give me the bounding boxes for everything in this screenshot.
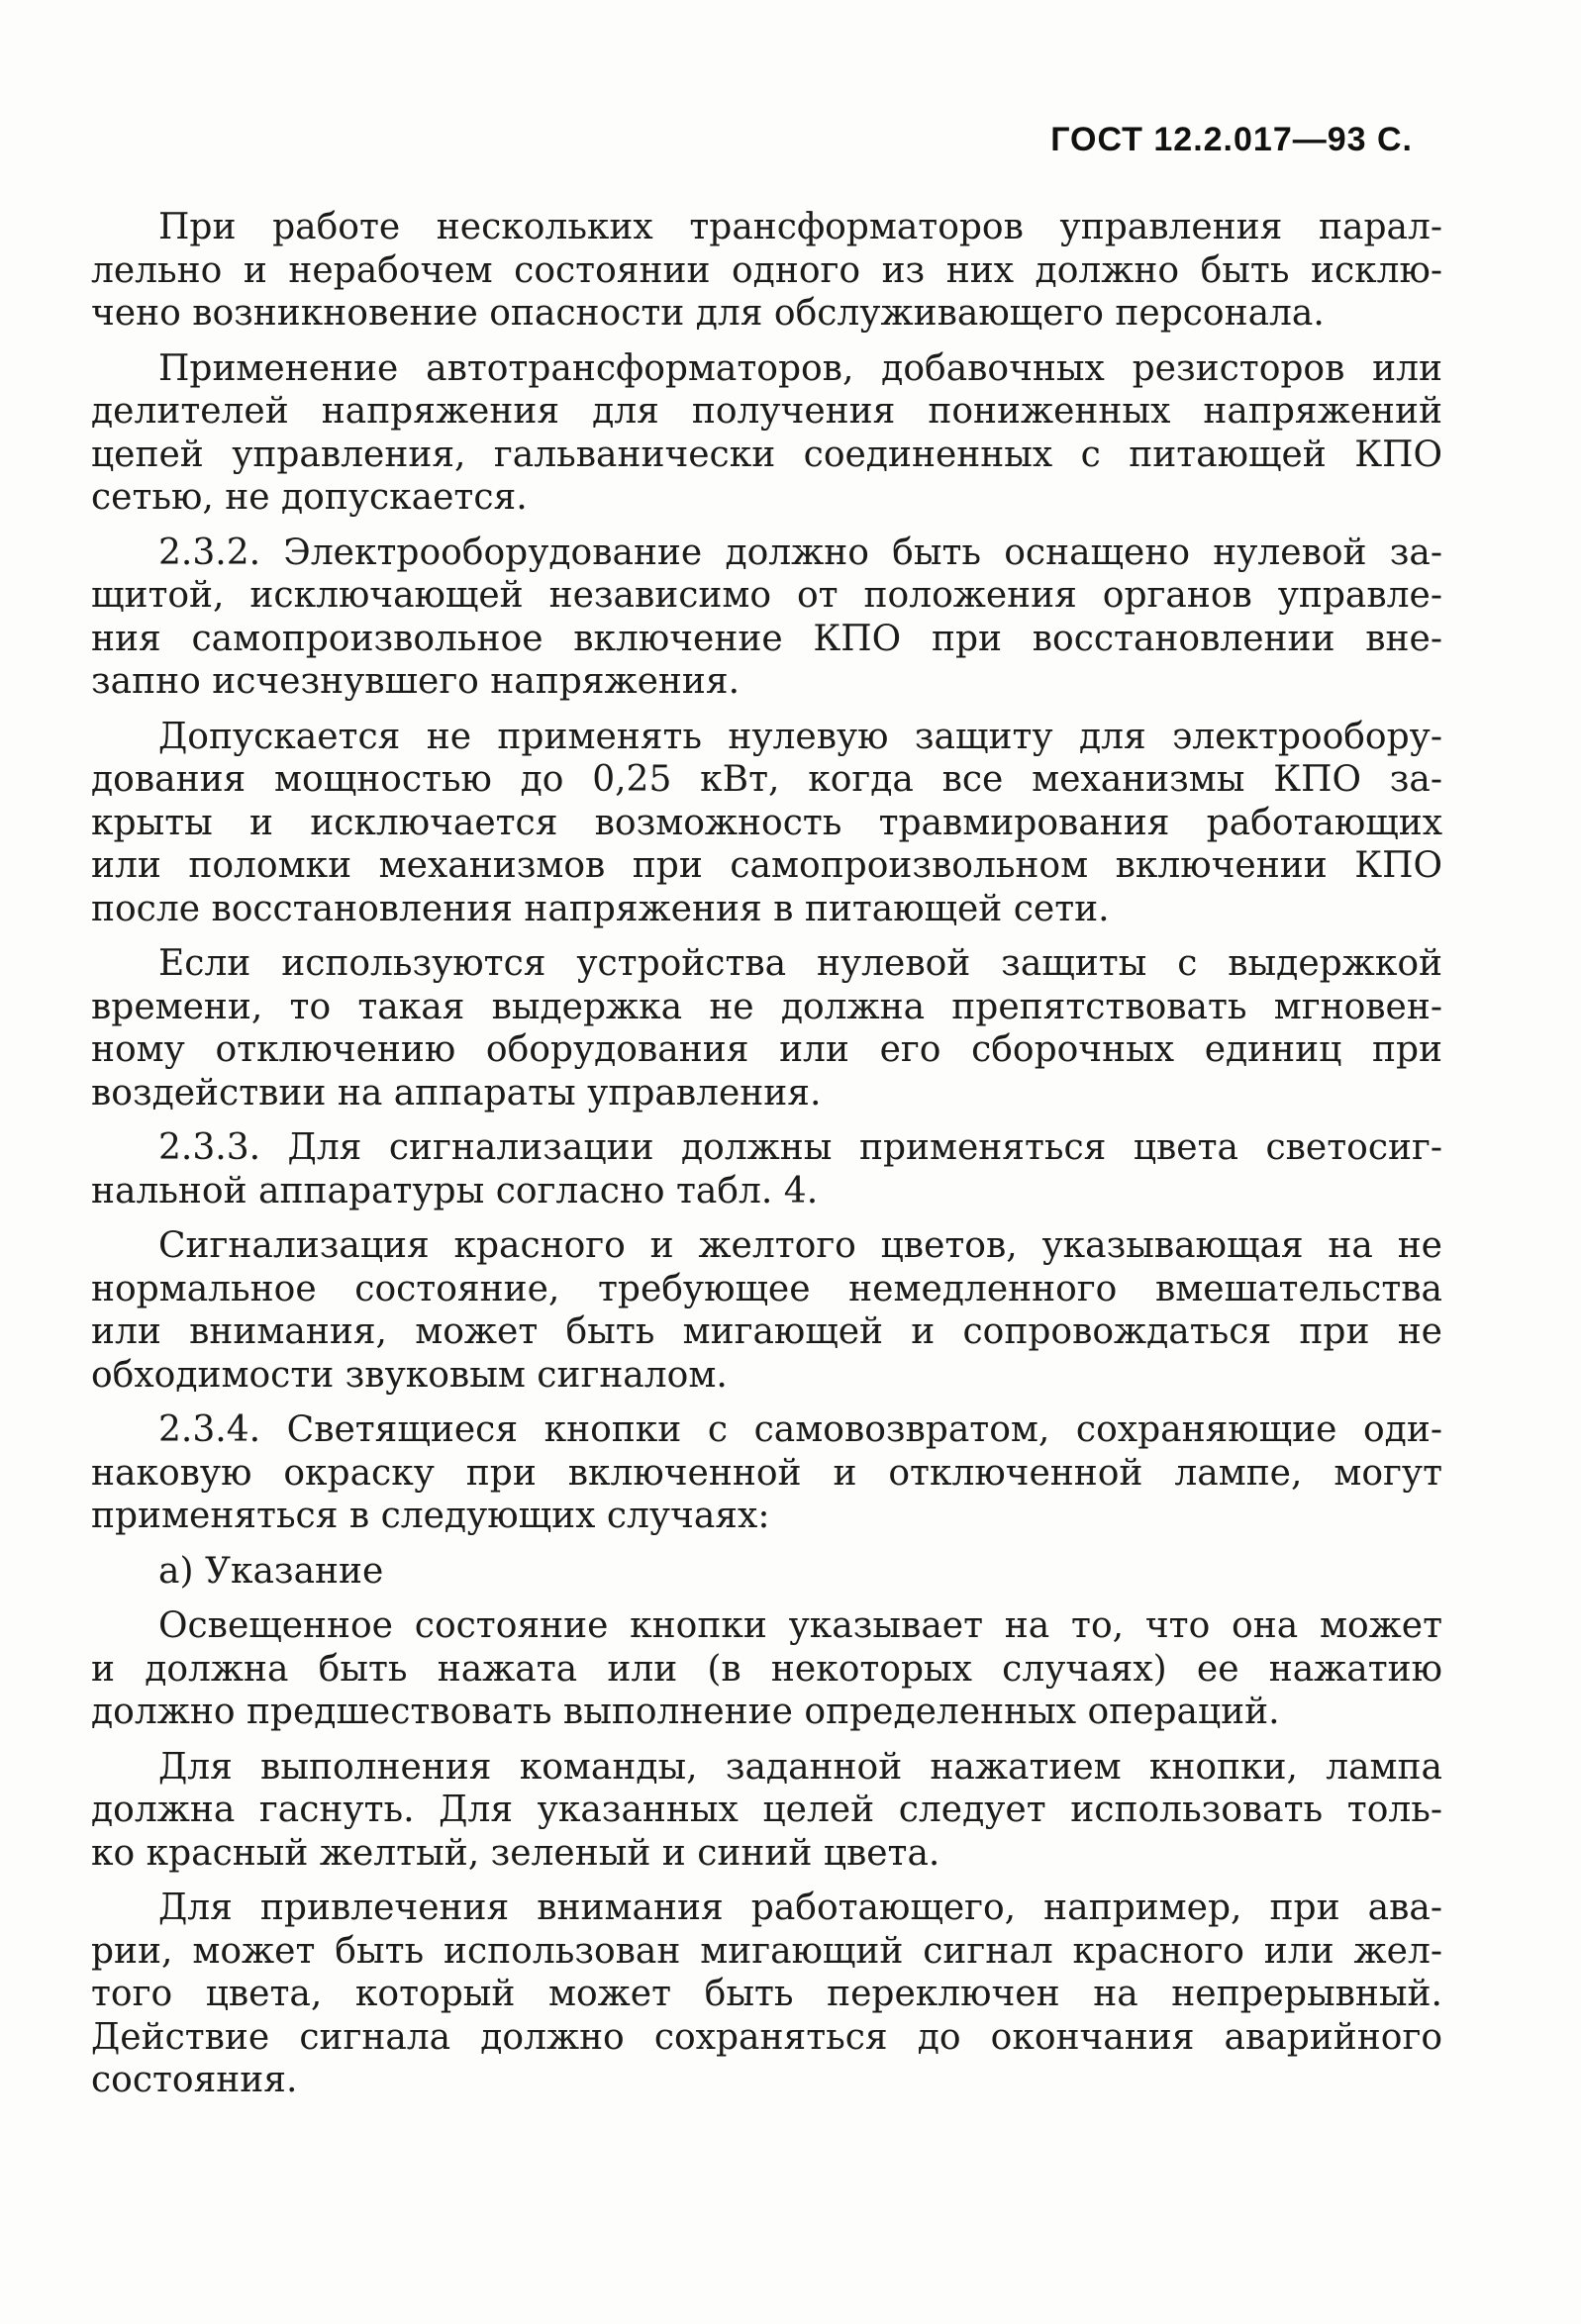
paragraph bbox=[91, 347, 1442, 520]
text-line: после восстановления напряжения в питающей сети. bbox=[91, 888, 1110, 929]
paragraph bbox=[91, 942, 1442, 1114]
text-line: При работе нескольких трансформаторов управления парал- bbox=[158, 207, 1442, 247]
text-line: нальной аппаратуры согласно табл. 4. bbox=[91, 1170, 819, 1211]
paragraph bbox=[91, 1746, 1442, 1876]
paragraph bbox=[91, 716, 1442, 931]
text-line: состояния. bbox=[91, 2060, 298, 2100]
text-line: сетью, не допускается. bbox=[91, 477, 528, 518]
body-text bbox=[91, 206, 1442, 2114]
text-line: рии, может быть использован мигающий сигнал красного или жел- bbox=[91, 1930, 1442, 1972]
text-line: щитой, исключающей независимо от положения органов управле- bbox=[91, 575, 1442, 616]
paragraph bbox=[91, 1887, 1442, 2102]
text-line: ко красный желтый, зеленый и синий цвета. bbox=[91, 1832, 940, 1874]
text-line: 2.3.4. Светящиеся кнопки с самовозвратом, сохраняющие оди- bbox=[158, 1409, 1442, 1450]
text-line: Сигнализация красного и желтого цветов, указывающая на не bbox=[158, 1225, 1442, 1266]
text-line: ному отключению оборудования или его сборочных единиц при bbox=[91, 1029, 1442, 1070]
text-line: а) Указание bbox=[158, 1550, 384, 1592]
text-line: должно предшествовать выполнение определенных операций. bbox=[91, 1692, 1280, 1732]
text-line: применяться в следующих случаях: bbox=[91, 1496, 770, 1536]
text-line: запно исчезнувшего напряжения. bbox=[91, 661, 741, 702]
document-reference: ГОСТ 12.2.017—93 С. bbox=[1050, 121, 1413, 158]
paragraph bbox=[91, 1224, 1442, 1397]
text-line: делителей напряжения для получения пониженных напряжений bbox=[91, 391, 1442, 432]
text-line: или внимания, может быть мигающей и сопровождаться при не bbox=[91, 1311, 1442, 1352]
text-line: наковую окраску при включенной и отключенной лампе, могут bbox=[91, 1452, 1442, 1494]
text-line: Действие сигнала должно сохраняться до окончания аварийного bbox=[91, 2016, 1442, 2058]
paragraph bbox=[91, 1408, 1442, 1538]
text-line: Освещенное состояние кнопки указывает на то, что она может bbox=[158, 1605, 1442, 1646]
text-line: обходимости звуковым сигналом. bbox=[91, 1354, 728, 1396]
text-line: Для привлечения внимания работающего, например, при ава- bbox=[158, 1888, 1442, 1928]
paragraph bbox=[91, 1550, 1442, 1594]
text-line: Допускается не применять нулевую защиту для электрообору- bbox=[158, 716, 1442, 757]
text-line: или поломки механизмов при самопроизвольном включении КПО bbox=[91, 845, 1442, 886]
text-line: того цвета, который может быть переключен на непрерывный. bbox=[91, 1974, 1442, 2014]
text-line: чено возникновение опасности для обслуживающего персонала. bbox=[91, 293, 1325, 334]
paragraph bbox=[91, 1126, 1442, 1212]
paragraph bbox=[91, 1604, 1442, 1734]
paragraph bbox=[91, 532, 1442, 704]
paragraph bbox=[91, 206, 1442, 336]
text-line: Если используются устройства нулевой защиты с выдержкой bbox=[158, 943, 1442, 984]
text-line: 2.3.2. Электрооборудование должно быть оснащено нулевой за- bbox=[158, 532, 1442, 573]
text-line: времени, то такая выдержка не должна препятствовать мгновен- bbox=[91, 986, 1442, 1027]
text-line: должна гаснуть. Для указанных целей следует использовать толь- bbox=[91, 1790, 1442, 1830]
text-line: нормальное состояние, требующее немедленного вмешательства bbox=[91, 1268, 1442, 1309]
text-line: ния самопроизвольное включение КПО при восстановлении вне- bbox=[91, 618, 1442, 659]
text-line: воздействии на аппараты управления. bbox=[91, 1072, 822, 1114]
text-line: Для выполнения команды, заданной нажатием кнопки, лампа bbox=[158, 1746, 1442, 1788]
text-line: Применение автотрансформаторов, добавочных резисторов или bbox=[158, 347, 1442, 389]
text-line: крыты и исключается возможность травмирования работающих bbox=[91, 802, 1442, 843]
text-line: 2.3.3. Для сигнализации должны применяться цвета светосиг- bbox=[158, 1127, 1442, 1168]
text-line: цепей управления, гальванически соединенных с питающей КПО bbox=[91, 434, 1442, 475]
text-line: дования мощностью до 0,25 кВт, когда все механизмы КПО за- bbox=[91, 759, 1442, 800]
text-line: и должна быть нажата или (в некоторых случаях) ее нажатию bbox=[91, 1648, 1442, 1690]
text-line: лельно и нерабочем состоянии одного из них должно быть исклю- bbox=[91, 249, 1442, 291]
